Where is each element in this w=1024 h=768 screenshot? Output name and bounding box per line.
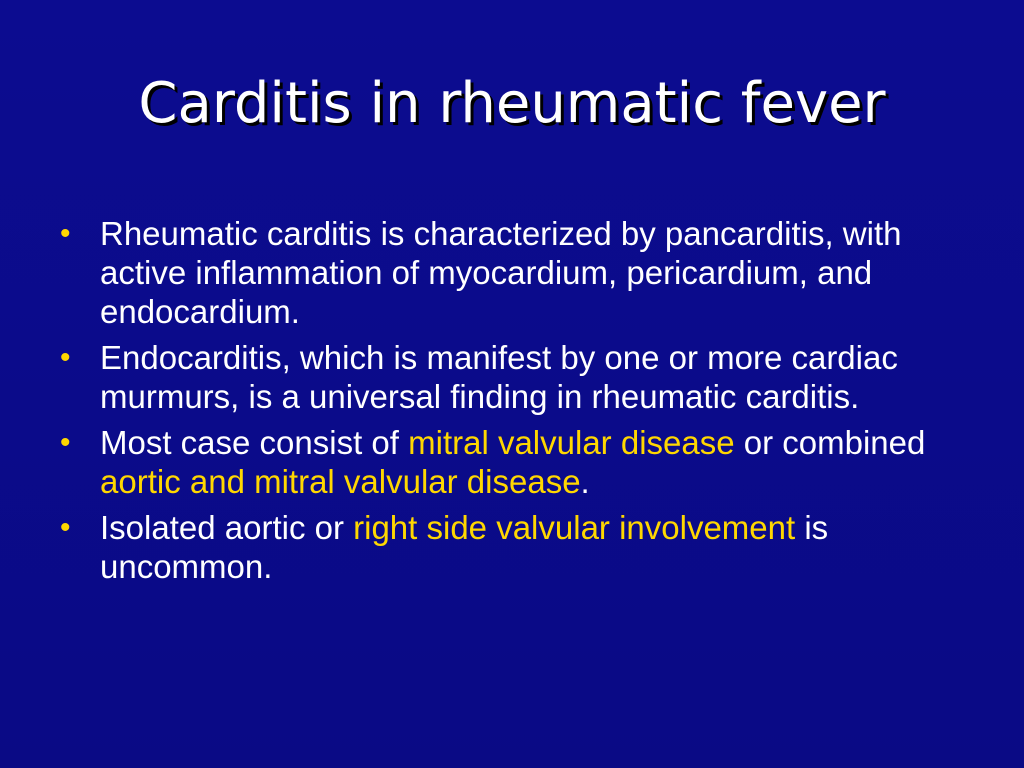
bullet-list xyxy=(60,214,960,593)
text-segment: Isolated aortic or xyxy=(100,509,354,546)
text-segment: . xyxy=(580,463,590,500)
text-segment: Rheumatic carditis is characterized by pancarditis, with active inflammation of myocardium, pericardium, and endocardium. xyxy=(100,215,902,330)
highlighted-term: right side valvular involvement xyxy=(353,509,796,546)
bullet-item xyxy=(60,338,960,416)
bullet-dot-icon: • xyxy=(60,217,71,250)
text-segment: Endocarditis, which is manifest by one or more cardiac murmurs, is a universal finding in rheumatic carditis. xyxy=(100,339,898,415)
highlighted-term: mitral valvular disease xyxy=(408,424,735,461)
text-segment: Most case consist of xyxy=(100,424,409,461)
bullet-dot-icon: • xyxy=(60,511,71,544)
text-segment: is uncommon. xyxy=(100,509,829,585)
bullet-text xyxy=(100,339,898,415)
slide-title: Carditis in rheumatic fever xyxy=(138,71,886,136)
bullet-item xyxy=(60,214,960,331)
highlighted-term: aortic and mitral valvular disease xyxy=(100,463,581,500)
bullet-text xyxy=(100,509,828,585)
bullet-item xyxy=(60,508,960,586)
bullet-item xyxy=(60,423,960,501)
bullet-text xyxy=(100,215,902,330)
bullet-dot-icon: • xyxy=(60,426,71,459)
bullet-text xyxy=(100,424,925,500)
bullet-dot-icon: • xyxy=(60,341,71,374)
text-segment: or combined xyxy=(734,424,926,461)
